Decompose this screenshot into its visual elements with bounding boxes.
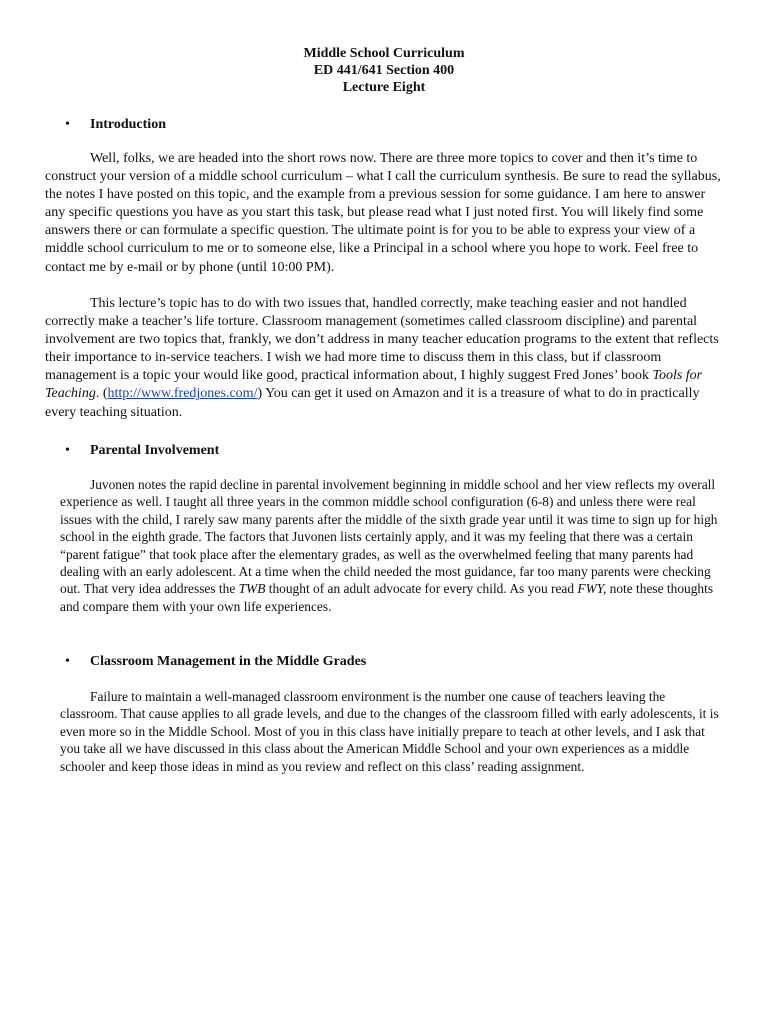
paragraph-text: . ( [95, 386, 108, 402]
classroom-management-heading-text: Classroom Management in the Middle Grades [90, 654, 367, 669]
paragraph-text: Juvonen notes the rapid decline in parental involvement beginning in middle school and her view reflects my overall experience as well. I taught all three years in the common middle school configuration (6-8) and unless there were real issues with the child, I rarely saw many parents after the middle of the sixth grade year until it was time to sign up for high school in the eighth grade. The factors that Juvonen lists certainly apply, and it was my feeling that there was a certain “parent fatigue” that took place after the elementary grades, as well as the overwhelmed feeling that many parents had dealing with an early adolescent. At a time when the child needed the most guidance, far too many parents were checking out. That very idea addresses the [60, 477, 718, 597]
parental-involvement-paragraph [45, 476, 725, 615]
paragraph-text: ) You can get it used on Amazon and it is a treasure of what to do in practically every teaching situation. [45, 386, 700, 420]
introduction-paragraph-2-text [45, 295, 725, 422]
classroom-management-paragraph-text: Failure to maintain a well-managed classroom environment is the number one cause of teachers leaving the classroom. That cause applies to all grade levels, and due to the changes of the classroom filled with early adolescents, it is even more so in the Middle School. Most of you in this class have initially prepare to teach at other levels, and I ask that you take all we have discussed in this class about the American Middle School and your own experiences as a middle schooler and keep those ideas in mind as you review and reflect on this class’ reading assignment. [60, 689, 719, 774]
bullet-icon: • [65, 443, 70, 458]
course-title: Middle School Curriculum [303, 46, 465, 61]
introduction-paragraph-1-text: Well, folks, we are headed into the short rows now. There are three more topics to cover and then it’s time to construct your version of a middle school curriculum – what I call the curriculum synthesis. Be sure to read the syllabus, the notes I have posted on this topic, and the example from a previous session for some guidance. I am here to answer any specific questions you have as you start this task, but please read what I just noted first. You will likely find some answers there or can formulate a specific question. The ultimate point is for you to be able to express your view of a middle school curriculum to me or to someone else, like a Principal in a school where you hope to work. Feel free to contact me by e-mail or by phone (until 10:00 PM). [45, 151, 721, 275]
document-header [0, 45, 768, 96]
course-section: ED 441/641 Section 400 [313, 63, 455, 78]
twb-abbrev: TWB [238, 581, 266, 597]
parental-involvement-heading-text: Parental Involvement [90, 443, 220, 458]
parental-involvement-heading [45, 442, 725, 460]
classroom-management-heading [45, 653, 725, 671]
bullet-icon: • [65, 654, 70, 669]
classroom-management-paragraph [45, 688, 725, 775]
introduction-heading [45, 116, 725, 134]
book-title: Tools for Teaching [45, 368, 703, 402]
introduction-heading-text: Introduction [90, 117, 166, 132]
lecture-title: Lecture Eight [342, 80, 426, 95]
paragraph-text: thought of an adult advocate for every child. As you read [265, 581, 578, 597]
parental-involvement-paragraph-text [45, 476, 725, 615]
fwy-abbrev: FWY, [577, 581, 607, 597]
paragraph-text: This lecture’s topic has to do with two issues that, handled correctly, make teaching easier and not handled correctly make a teacher’s life torture. Classroom management (sometimes called classroom discipline) and parental involvement are two topics that, frankly, we don’t address in many teacher education programs to the extent that reflects their importance to in-service teachers. I wish we had more time to discuss them in this class, but if classroom management is a topic your would like good, practical information about, I highly suggest Fred Jones’ book [45, 296, 719, 384]
introduction-paragraph-2 [45, 295, 725, 422]
paragraph-text: note these thoughts and compare them with your own life experiences. [60, 581, 714, 614]
fredjones-link[interactable]: http://www.fredjones.com/ [107, 386, 258, 402]
introduction-paragraph-1 [45, 150, 725, 277]
bullet-icon: • [65, 117, 70, 132]
